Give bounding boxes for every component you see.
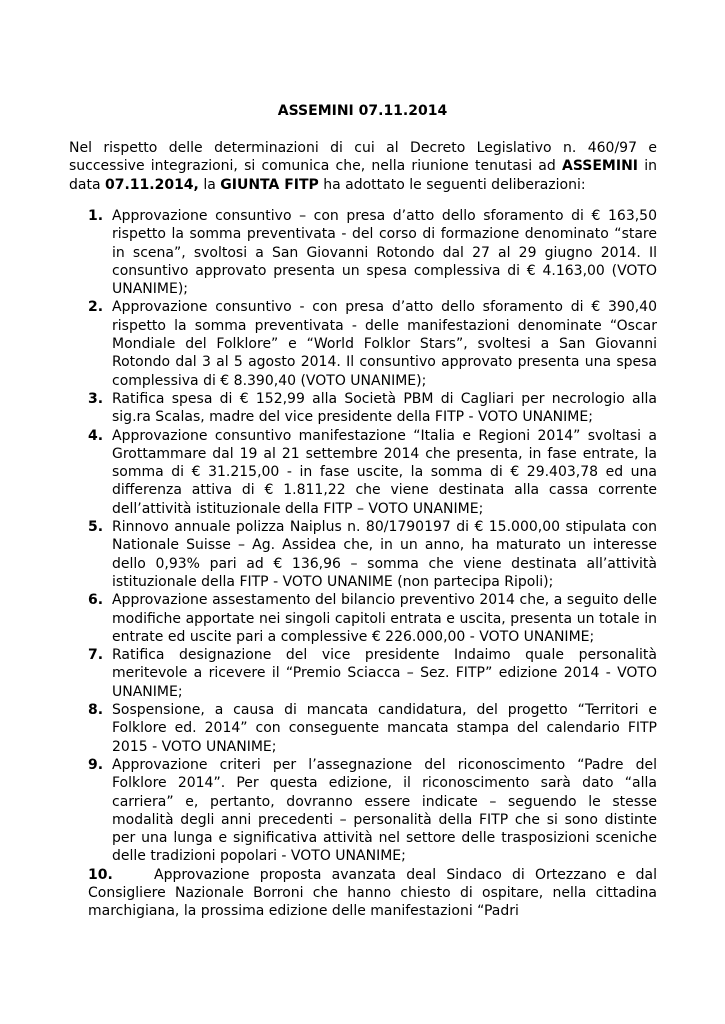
document-title: ASSEMINI 07.11.2014 (277, 103, 448, 119)
item-text: Sospensione, a causa di mancata candidatura, del progetto “Territori e Folklore ed. 2014” con conseguente mancata stampa del calendario FITP 2015 - VOTO UNANIME; (112, 702, 657, 755)
list-item (88, 390, 657, 427)
item-number: 4. (88, 427, 104, 444)
list-item (88, 427, 657, 518)
list-item (88, 701, 657, 756)
item-number: 9. (88, 756, 104, 773)
intro-text: ha adottato le seguenti deliberazioni: (318, 176, 586, 193)
meeting-date: 07.11.2014, (104, 176, 199, 193)
deliberations-list (88, 207, 657, 921)
list-item (88, 756, 657, 866)
item-text: Ratifica spesa di € 152,99 alla Società PBM di Cagliari per necrologio alla sig.ra Scalas, madre del vice presidente della FITP - VOTO UNANIME; (112, 390, 657, 426)
governing-body: GIUNTA FITP (220, 176, 319, 193)
list-item (88, 207, 657, 298)
item-text: Approvazione assestamento del bilancio preventivo 2014 che, a seguito delle modifiche apportate nei singoli capitoli entrata e uscita, presenta un totale in entrate ed uscite pari a complessive € 226.000,00 - VOTO UNANIME; (112, 592, 657, 645)
list-item (88, 518, 657, 591)
item-text: Approvazione proposta avanzata deal Sindaco di Ortezzano e dal Consigliere Nazionale Borroni che hanno chiesto di ospitare, nella cittadina marchigiana, la prossima edizione delle manifestazioni “Padri (88, 866, 657, 920)
list-item (88, 646, 657, 701)
item-number: 6. (88, 592, 104, 609)
item-number: 5. (88, 519, 104, 536)
item-number: 8. (88, 702, 104, 719)
item-number: 3. (88, 390, 104, 407)
item-text: Approvazione consuntivo manifestazione “Italia e Regioni 2014” svoltasi a Grottammare dal 19 al 21 settembre 2014 che presenta, in fase entrate, la somma di € 31.215,00 - in fase uscite, la somma di € 29.403,78 ed una differenza attiva di € 1.811,22 che viene destinata alla cassa corrente dell’attività istituzionale della FITP – VOTO UNANIME; (112, 427, 657, 517)
item-number: 10. (88, 866, 113, 883)
item-text: Ratifica designazione del vice presidente Indaimo quale personalità meritevole a ricevere il “Premio Sciacca – Sez. FITP” edizione 2014 - VOTO UNANIME; (112, 647, 657, 700)
meeting-place: ASSEMINI (562, 158, 639, 175)
intro-text: Nel rispetto delle determinazioni di cui al Decreto Legislativo n. 460/97 e successive integrazioni, si comunica che, nella riunione tenutasi ad (69, 140, 657, 175)
list-item (88, 866, 657, 921)
item-number: 2. (88, 299, 104, 316)
intro-text: la (198, 176, 221, 193)
item-text: Approvazione consuntivo – con presa d’atto dello sforamento di € 163,50 rispetto la somma preventivata - del corso di formazione denominato “stare in scena”, svoltosi a San Giovanni Rotondo dal 27 al 29 giugno 2014. Il consuntivo approvato presenta un spesa complessiva di € 4.163,00 (VOTO UNANIME); (112, 208, 657, 298)
intro-text: in data (69, 158, 657, 193)
list-item (88, 298, 657, 389)
item-text: Approvazione criteri per l’assegnazione del riconoscimento “Padre del Folklore 2014”. Per questa edizione, il riconoscimento sarà dato “alla carriera” e, pertanto, dovranno essere indicate – seguendo le stesse modalità degli anni precedenti – personalità della FITP che si sono distinte per una lunga e significativa attività nel settore delle trasposizioni sceniche delle tradizioni popolari - VOTO UNANIME; (112, 756, 657, 865)
intro-paragraph (69, 139, 657, 194)
item-text: Approvazione consuntivo - con presa d’atto dello sforamento di € 390,40 rispetto la somma preventivata - delle manifestazioni denominate “Oscar Mondiale del Folklore” e “World Folklor Stars”, svoltesi a San Giovanni Rotondo dal 3 al 5 agosto 2014. Il consuntivo approvato presenta una spesa complessiva di € 8.390,40 (VOTO UNANIME); (112, 299, 657, 389)
item-number: 7. (88, 647, 104, 664)
item-text: Rinnovo annuale polizza Naiplus n. 80/1790197 di € 15.000,00 stipulata con Nationale Suisse – Ag. Assidea che, in un anno, ha maturato un interesse dello 0,93% pari ad € 136,96 – somma che viene destinata all’attività istituzionale della FITP - VOTO UNANIME (non partecipa Ripoli); (112, 519, 657, 590)
item-number: 1. (88, 208, 104, 224)
list-item (88, 591, 657, 646)
